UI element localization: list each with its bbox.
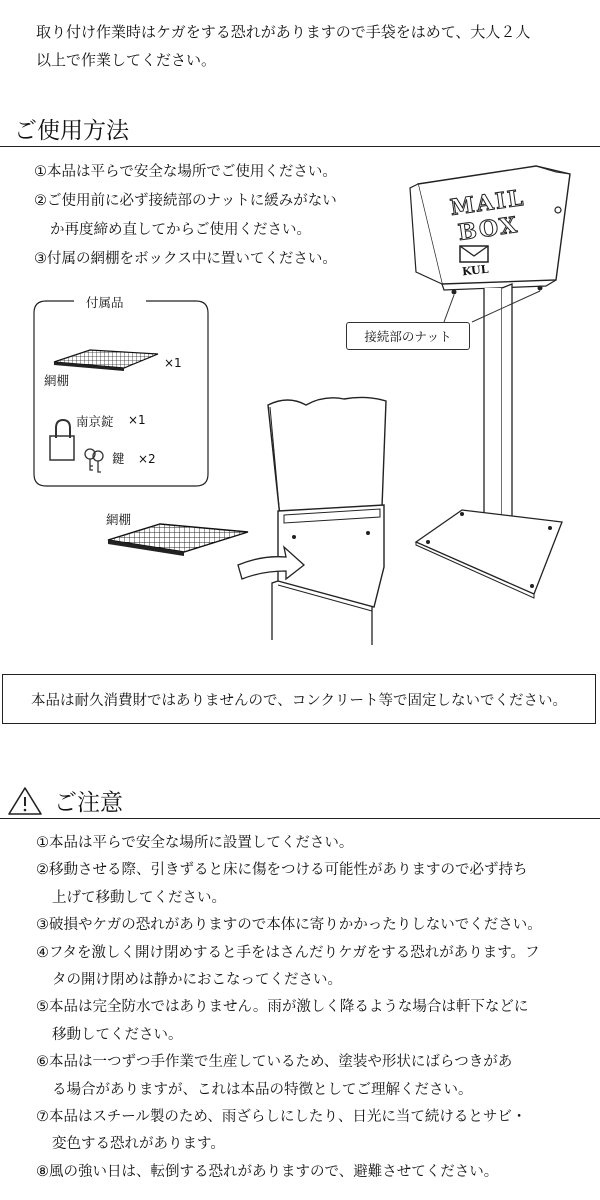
caution-divider xyxy=(0,818,600,819)
caution-item-7: ⑦本品はスチール製のため、雨ざらしにしたり、日光に当て続けるとサビ・ xyxy=(36,1109,527,1126)
caution-item-8: ⑧風の強い日は、転倒する恐れがありますので、避難させてください。 xyxy=(36,1163,499,1180)
caution-list xyxy=(36,830,586,1186)
caution-item-4: ④フタを激しく開け閉めすると手をはさんだりケガをする恐れがあります。フ xyxy=(36,944,540,961)
accessories-title: 付属品 xyxy=(86,295,124,310)
caution-item-2-cont: 上げて移動してください。 xyxy=(52,889,226,906)
usage-heading: ご使用方法 xyxy=(14,118,129,144)
net-shelf-label: 網棚 xyxy=(106,512,132,527)
key-icon xyxy=(82,446,112,476)
caution-item-2: ②移動させる際、引きずると床に傷をつける可能性がありますので必ず持ち xyxy=(36,862,528,879)
notice-text: 本品は耐久消費財ではありませんので、コンクリート等で固定しないでください。 xyxy=(31,692,567,709)
caution-item-4-cont: タの開け閉めは静かにおこなってください。 xyxy=(52,972,342,989)
caution-item-1: ①本品は平らで安全な場所に設置してください。 xyxy=(36,835,354,851)
caution-item-3: ③破損やケガの恐れがありますので本体に寄りかかったりしないでください。 xyxy=(36,917,542,934)
intro-line-1: 取り付け作業時はケガをする恐れがありますので手袋をはめて、大人２人 xyxy=(36,23,531,41)
mailbox-text-box: BOX xyxy=(456,211,521,247)
padlock-label: 南京錠 xyxy=(76,414,114,429)
mailbox-text-mail: MAIL xyxy=(448,184,527,222)
key-qty: ×2 xyxy=(138,452,156,466)
key-label: 鍵 xyxy=(112,451,125,466)
intro-line-2: 以上で作業してください。 xyxy=(36,51,217,69)
nut-callout: 接続部のナット xyxy=(346,322,470,350)
caution-heading: ご注意 xyxy=(54,790,123,816)
padlock-qty: ×1 xyxy=(128,413,146,427)
caution-item-6: ⑥本品は一つずつ手作業で生産しているため、塗装や形状にばらつきがあ xyxy=(36,1054,513,1071)
net-label: 網棚 xyxy=(44,373,70,388)
warning-icon xyxy=(8,786,44,816)
notice-box xyxy=(2,674,596,724)
usage-item-2: ②ご使用前に必ず接続部のナットに緩みがない xyxy=(34,193,337,209)
net-qty: ×1 xyxy=(164,356,182,370)
mailbox-brand: KUL xyxy=(461,262,490,279)
usage-item-2-cont: か再度締め直してからご使用ください。 xyxy=(50,222,311,238)
caution-item-6-cont: る場合がありますが、これは本品の特徴としてご理解ください。 xyxy=(52,1081,473,1098)
caution-item-5-cont: 移動してください。 xyxy=(52,1026,183,1043)
caution-item-5: ⑤本品は完全防水ではありません。雨が激しく降るような場合は軒下などに xyxy=(36,999,529,1016)
caution-item-7-cont: 変色する恐れがあります。 xyxy=(52,1136,225,1153)
usage-item-3: ③付属の網棚をボックス中に置いてください。 xyxy=(34,251,337,267)
usage-item-1: ①本品は平らで安全な場所でご使用ください。 xyxy=(34,164,337,180)
